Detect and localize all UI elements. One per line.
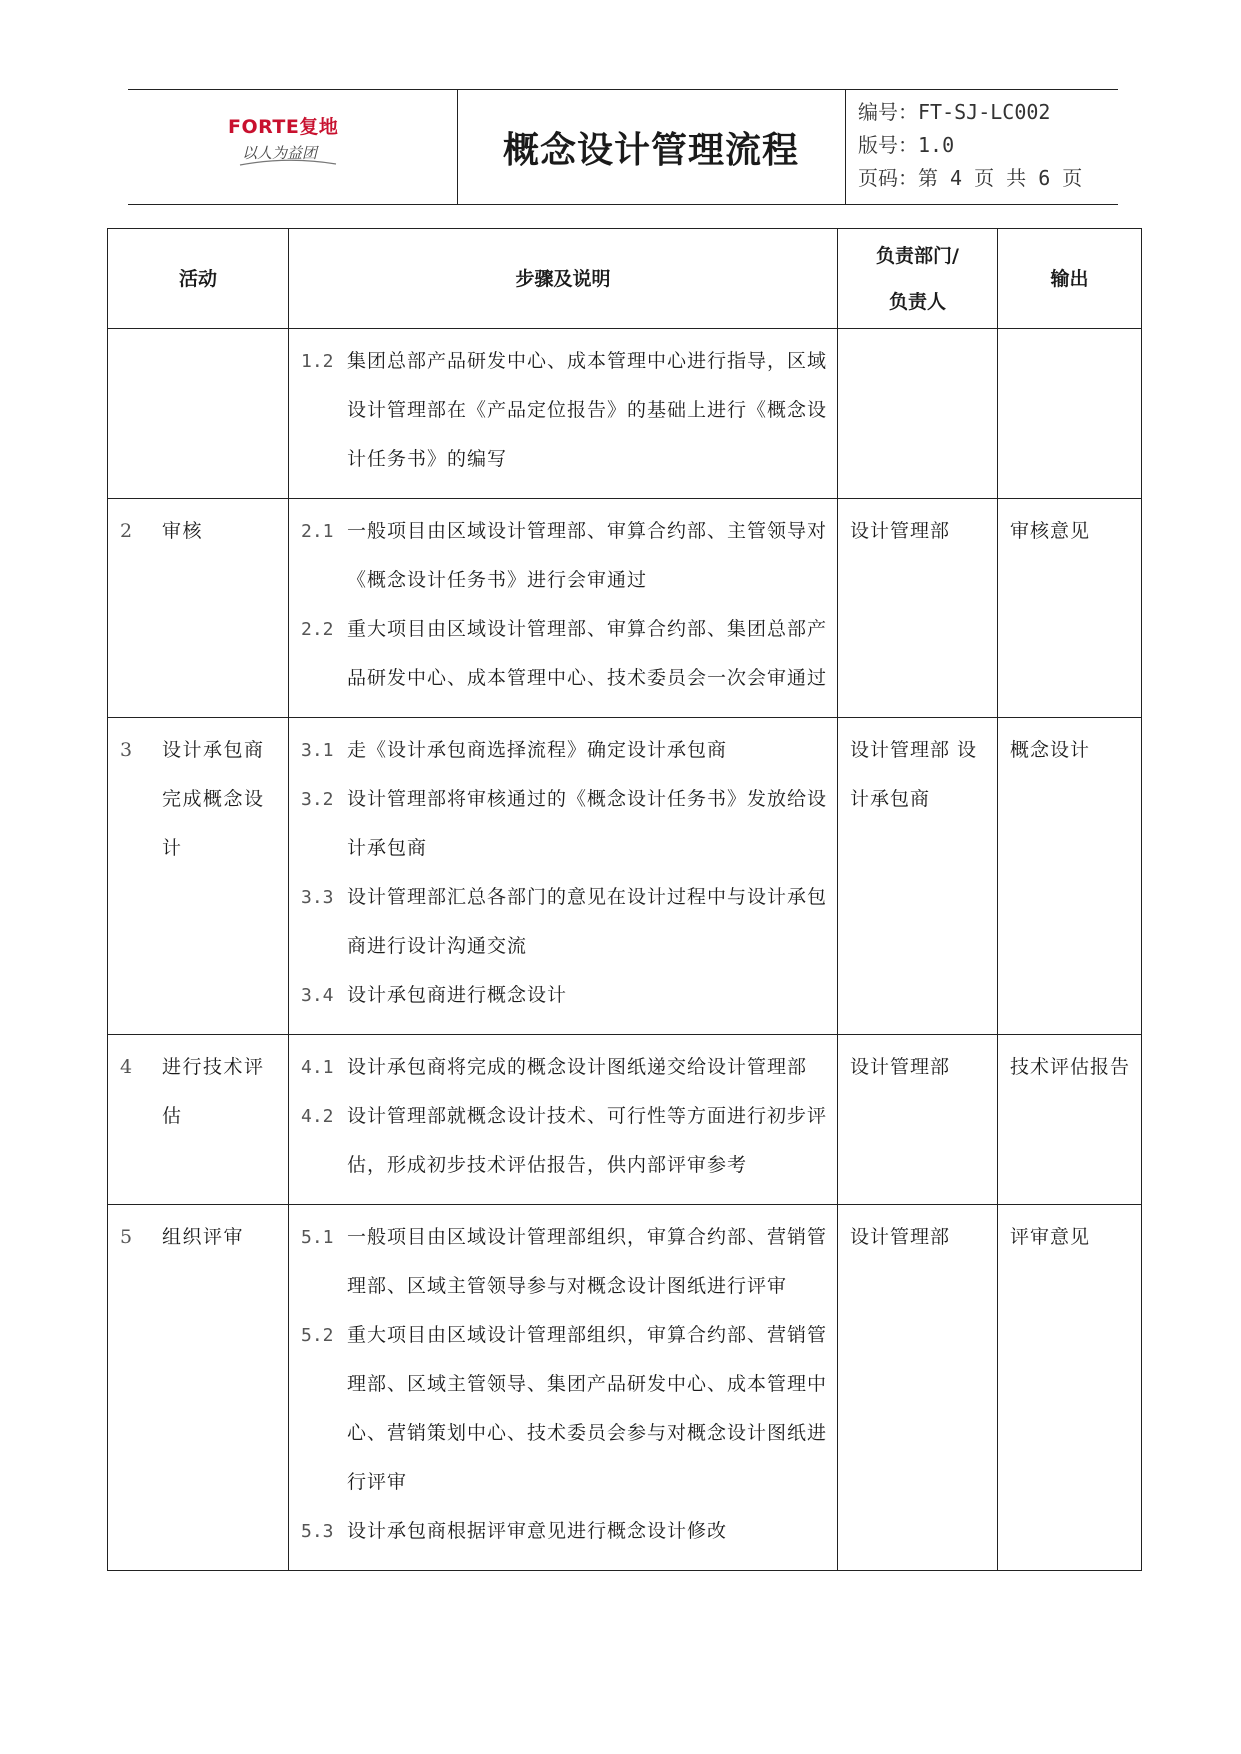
step-item (301, 1213, 831, 1311)
row-spacer (301, 484, 831, 498)
logo-swoosh-icon (238, 158, 338, 168)
step-text: 设计管理部就概念设计技术、可行性等方面进行初步评估，形成初步技术评估报告，供内部评审参考 (347, 1105, 828, 1176)
step-text: 设计承包商根据评审意见进行概念设计修改 (347, 1520, 728, 1542)
row-spacer (301, 1556, 831, 1570)
header-dept-line2: 负责人 (888, 290, 946, 313)
output-cell: 审核意见 (998, 499, 1142, 718)
step-text: 设计管理部将审核通过的《概念设计任务书》发放给设计承包商 (347, 788, 828, 859)
row-spacer (301, 703, 831, 717)
document-code: 编号：FT-SJ-LC002 (858, 100, 1051, 124)
step-number: 5.1 (301, 1227, 334, 1248)
table-row (108, 718, 1142, 1035)
step-item (301, 1092, 831, 1190)
company-logo (228, 112, 368, 172)
step-number: 5.3 (301, 1521, 334, 1542)
activity-name: 进行技术评估 (162, 1056, 265, 1127)
step-text: 一般项目由区域设计管理部组织，审算合约部、营销管理部、区域主管领导参与对概念设计图纸进行评审 (347, 1226, 828, 1297)
step-text: 设计承包商将完成的概念设计图纸递交给设计管理部 (347, 1056, 808, 1078)
step-number: 4.1 (301, 1057, 334, 1078)
document-meta (858, 96, 1082, 195)
process-table (107, 228, 1142, 1571)
activity-name: 设计承包商完成概念设计 (162, 739, 265, 859)
step-item (301, 1311, 831, 1507)
activity-cell (108, 499, 289, 718)
steps-cell (289, 329, 838, 499)
step-number: 4.2 (301, 1106, 334, 1127)
step-text: 走《设计承包商选择流程》确定设计承包商 (347, 739, 728, 761)
dept-cell: 设计管理部 (838, 499, 998, 718)
step-number: 3.2 (301, 789, 334, 810)
step-item (301, 726, 831, 775)
dept-cell (838, 329, 998, 499)
step-item (301, 1507, 831, 1556)
step-number: 5.2 (301, 1325, 334, 1346)
header-dept-line1: 负责部门/ (876, 244, 959, 267)
output-cell: 概念设计 (998, 718, 1142, 1035)
step-text: 集团总部产品研发中心、成本管理中心进行指导，区域设计管理部在《产品定位报告》的基础上进行《概念设计任务书》的编写 (347, 350, 828, 470)
step-number: 3.1 (301, 740, 334, 761)
activity-cell (108, 1035, 289, 1205)
step-number: 3.4 (301, 985, 334, 1006)
steps-cell (289, 1035, 838, 1205)
header-divider (845, 90, 846, 204)
table-header-row (108, 229, 1142, 329)
step-number: 2.1 (301, 521, 334, 542)
activity-number: 2 (120, 520, 133, 542)
step-text: 设计管理部汇总各部门的意见在设计过程中与设计承包商进行设计沟通交流 (347, 886, 828, 957)
logo-brand: FORTE复地 (228, 116, 339, 138)
step-item (301, 775, 831, 873)
activity-number: 3 (120, 739, 133, 761)
output-cell: 评审意见 (998, 1205, 1142, 1571)
table-row (108, 499, 1142, 718)
activity-name: 审核 (162, 520, 204, 542)
steps-cell (289, 718, 838, 1035)
dept-cell: 设计管理部 设计承包商 (838, 718, 998, 1035)
logo-slogan: 以人为益团 (242, 144, 318, 162)
activity-cell (108, 718, 289, 1035)
step-text: 重大项目由区域设计管理部组织，审算合约部、营销管理部、区域主管领导、集团产品研发中心、成本管理中心、营销策划中心、技术委员会参与对概念设计图纸进行评审 (347, 1324, 828, 1493)
step-text: 设计承包商进行概念设计 (347, 984, 568, 1006)
step-text: 一般项目由区域设计管理部、审算合约部、主管领导对《概念设计任务书》进行会审通过 (347, 520, 828, 591)
step-item (301, 873, 831, 971)
activity-cell (108, 329, 289, 499)
table-row (108, 1035, 1142, 1205)
step-number: 1.2 (301, 351, 334, 372)
step-number: 2.2 (301, 619, 334, 640)
dept-cell: 设计管理部 (838, 1035, 998, 1205)
step-item (301, 971, 831, 1020)
step-item (301, 1043, 831, 1092)
output-cell: 技术评估报告 (998, 1035, 1142, 1205)
step-number: 3.3 (301, 887, 334, 908)
steps-cell (289, 1205, 838, 1571)
table-row (108, 329, 1142, 499)
dept-cell: 设计管理部 (838, 1205, 998, 1571)
header-output: 输出 (998, 229, 1142, 329)
step-item (301, 337, 831, 484)
document-version: 版号：1.0 (858, 133, 955, 157)
table-row (108, 1205, 1142, 1571)
step-item (301, 605, 831, 703)
step-text: 重大项目由区域设计管理部、审算合约部、集团总部产品研发中心、成本管理中心、技术委员会一次会审通过 (347, 618, 828, 689)
step-item (301, 507, 831, 605)
activity-number: 5 (120, 1226, 133, 1248)
row-spacer (301, 1190, 831, 1204)
header-dept (838, 229, 998, 329)
document-title: 概念设计管理流程 (502, 129, 799, 171)
row-spacer (301, 1020, 831, 1034)
output-cell (998, 329, 1142, 499)
activity-name: 组织评审 (162, 1226, 245, 1248)
header-steps: 步骤及说明 (289, 229, 838, 329)
activity-number: 4 (120, 1056, 133, 1078)
document-page-number: 页码：第 4 页 共 6 页 (858, 166, 1083, 190)
activity-cell (108, 1205, 289, 1571)
document-header (128, 89, 1118, 205)
header-activity: 活动 (108, 229, 289, 329)
steps-cell (289, 499, 838, 718)
